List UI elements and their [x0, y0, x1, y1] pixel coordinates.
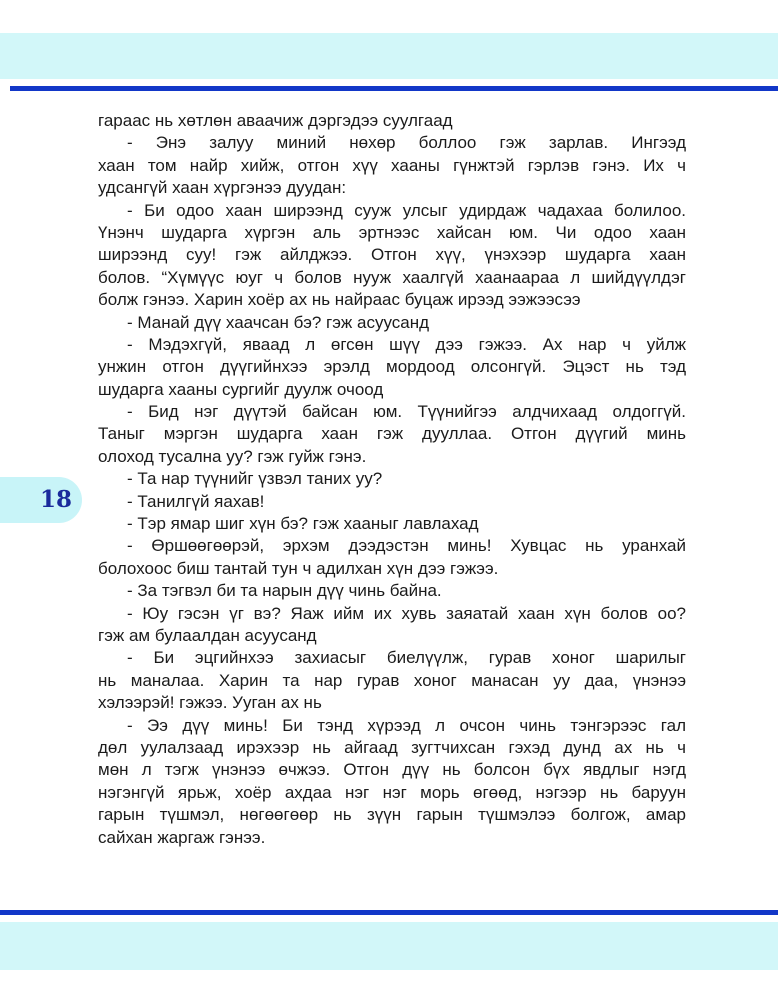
text-line: ширээнд суу! гэж айлджээ. Отгон хүү, үнэхээр шударга хаан — [98, 245, 686, 265]
text-line: мөн л тэгж үнэнээ өчжээ. Отгон дүү нь болсон бүх явдлыг нэгд — [98, 760, 686, 780]
text-line: - Мэдэхгүй, яваад л өгсөн шүү дээ гэжээ. Ах нар ч уйлж — [127, 334, 686, 354]
text-line: гараас нь хөтлөн аваачиж дэргэдээ суулгаад — [98, 111, 453, 130]
text-line: гэж ам булаалдан асуусанд — [98, 625, 317, 645]
text-line: дөл уулалзаад ирэхээр нь айгаад зугтчихсан гэхэд дунд ах нь ч — [98, 737, 686, 757]
footer-rule — [0, 910, 778, 915]
text-line: - Юу гэсэн үг вэ? Яаж ийм их хувь заяатай хаан хүн болов оо? — [127, 603, 686, 623]
text-line: - Тэр ямар шиг хүн бэ? гэж хааныг лавлахад — [127, 514, 479, 534]
text-line: - За тэгвэл би та нарын дүү чинь байна. — [127, 581, 442, 601]
text-line: - Би одоо хаан ширээнд сууж улсыг удирдаж чадахаа болилоо. — [127, 200, 686, 220]
text-line: Үнэнч шударга хүргэн аль эртнээс хайсан юм. Чи одоо хаан — [98, 222, 686, 242]
text-line: болов. “Хүмүүс юуг ч болов нууж хаалгүй хаанаараа л шийдүүлдэг — [98, 267, 686, 287]
text-line: унжин отгон дүүгийнхээ эрэлд мордоод олсонгүй. Эцэст нь тэд — [98, 357, 686, 377]
text-line: болохоос биш тантай тун ч адилхан хүн дээ гэжээ. — [98, 558, 499, 578]
text-line: - Энэ залуу миний нөхөр боллоо гэж зарлав. Ингээд — [127, 133, 686, 153]
text-line: олоход тусална уу? гэж гуйж гэнэ. — [98, 446, 367, 466]
text-line: - Бид нэг дүүтэй байсан юм. Түүнийгээ алдчихаад олдоггүй. — [127, 402, 686, 422]
text-line: удсангүй хаан хүргэнээ дуудан: — [98, 178, 347, 198]
text-line: болж гэнээ. Харин хоёр ах нь найраас буцаж ирээд ээжээсээ — [98, 290, 581, 310]
text-line: хаан том найр хийж, отгон хүү хааны гүнжтэй гэрлэв гэнэ. Их ч — [98, 155, 686, 175]
text-line: - Би эцгийнхээ захиасыг биелүүлж, гурав хоног шарилыг — [127, 648, 686, 668]
text-line: хэлээрэй! гэжээ. Ууган ах нь — [98, 693, 322, 713]
text-line: Таныг мэргэн шударга хаан гэж дууллаа. Отгон дүүгий минь — [98, 424, 686, 444]
text-line: - Танилгүй яахав! — [127, 491, 265, 511]
text-line: - Та нар түүнийг үзвэл таних уу? — [127, 469, 383, 489]
page-number: 18 — [40, 486, 73, 513]
header-band — [0, 33, 778, 79]
text-line: гарын түшмэл, нөгөөгөөр нь зүүн гарын түшмэлээ болгож, амар — [98, 805, 686, 825]
text-line: - Ээ дүү минь! Би тэнд хүрээд л очсон чинь тэнгэрээс гал — [127, 715, 686, 735]
header-rule — [10, 86, 778, 91]
text-line: шударга хааны сургийг дуулж очоод — [98, 379, 384, 399]
text-line: нэгэнгүй ярьж, хоёр ахдаа нэг нэг морь өгөөд, нэгээр нь баруун — [98, 782, 686, 802]
text-line: нь маналаа. Харин та нар гурав хоног манасан уу даа, үнэнээ — [98, 670, 686, 690]
text-line: - Манай дүү хаачсан бэ? гэж асуусанд — [127, 312, 430, 332]
footer-band — [0, 922, 778, 970]
story-text — [98, 110, 686, 849]
text-line: сайхан жаргаж гэнээ. — [98, 827, 266, 847]
text-line: - Өршөөгөөрэй, эрхэм дээдэстэн минь! Хувцас нь уранхай — [127, 536, 686, 556]
